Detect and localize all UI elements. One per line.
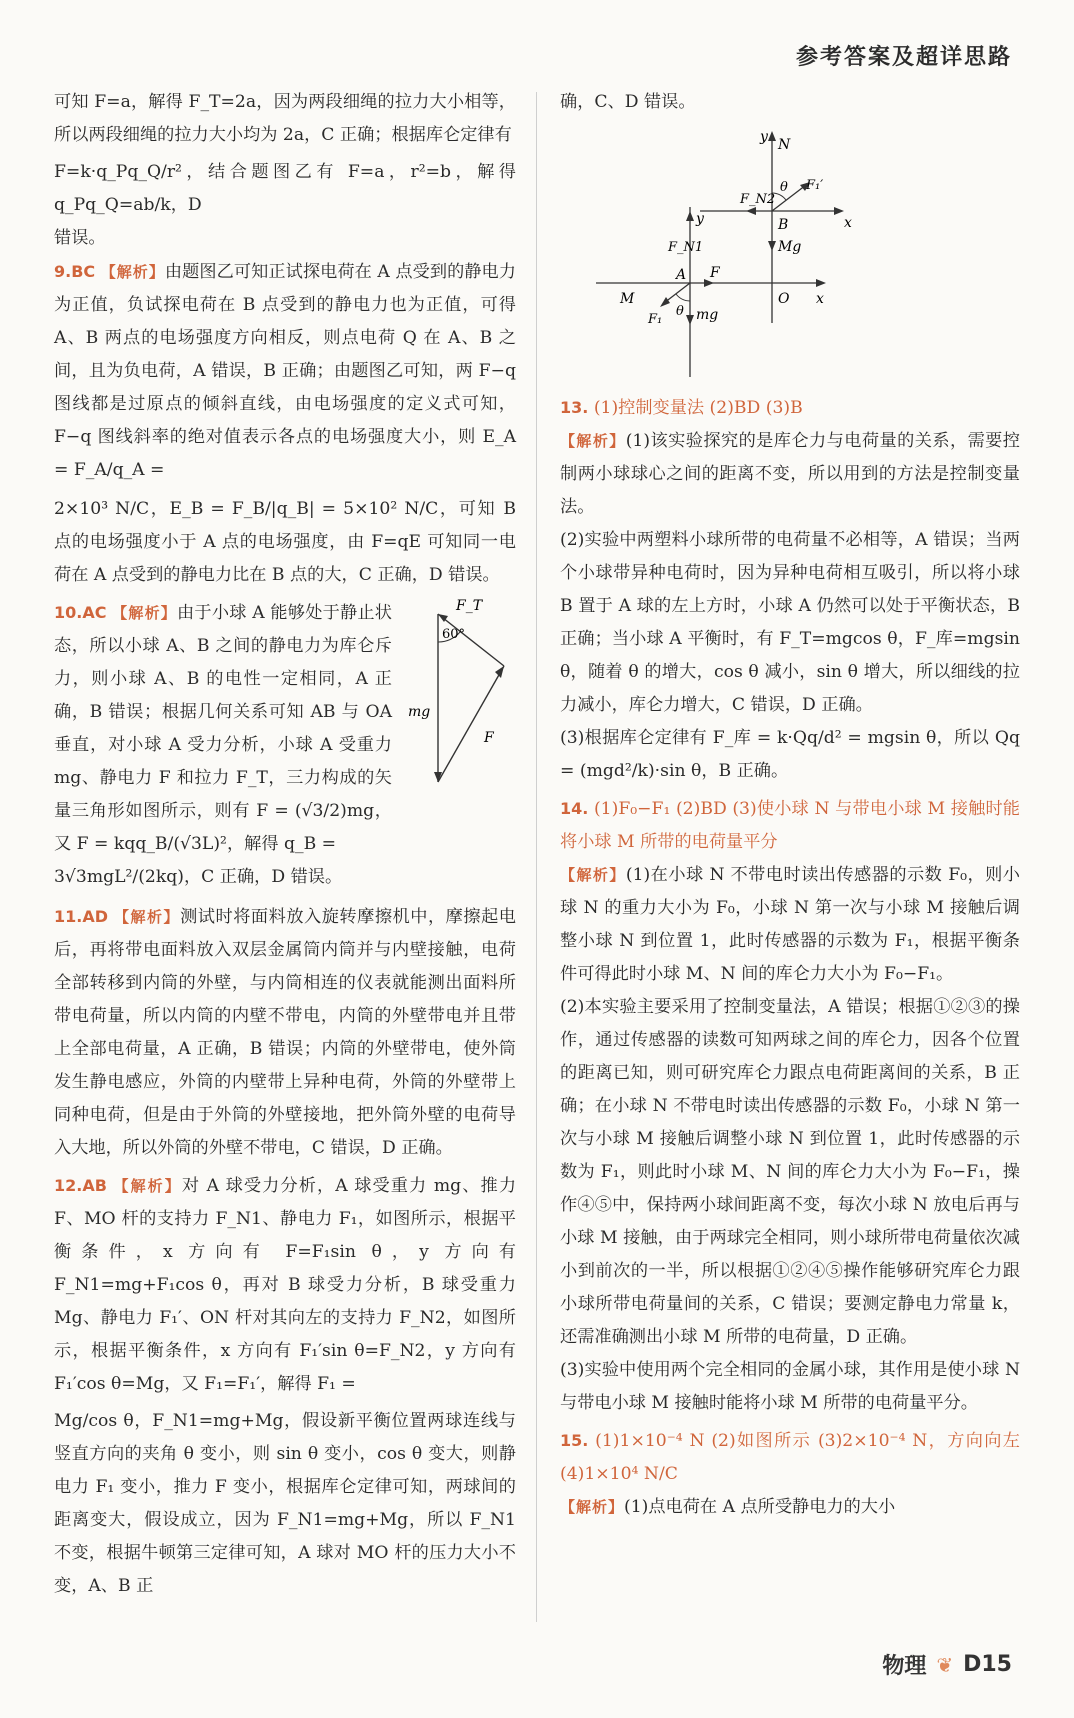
q11-tag: 【解析】: [114, 908, 181, 926]
q15-number: 15.: [560, 1431, 589, 1450]
q15-tag: 【解析】: [560, 1498, 625, 1516]
fig12-label-N: N: [778, 137, 791, 153]
q13-analysis-1: [560, 425, 1020, 524]
q13-tag: 【解析】: [560, 432, 626, 450]
q11-block: [54, 900, 516, 1165]
q9-text-2: 2×10³ N/C，E_B = F_B/|q_B| = 5×10² N/C，可知 B 点的电场强度小于 A 点的电场强度，由 F=qE 可知同一电荷在 A 点受到的静电力比在 B 点的大，C 正确，D 错误。: [54, 499, 516, 585]
q12-continuation: 确，C、D 错误。: [560, 92, 696, 112]
fig10-label-F: F: [484, 730, 494, 746]
footer-page-number: D15: [963, 1652, 1012, 1677]
q10-answer: AC: [82, 603, 107, 622]
q13-number: 13.: [560, 398, 589, 417]
q9-number: 9.: [54, 262, 72, 281]
q9-tag: 【解析】: [100, 263, 165, 281]
q10-number: 10.: [54, 603, 83, 622]
fig12-label-F: F: [710, 265, 720, 281]
fig12-label-F1prime: F₁′: [806, 178, 824, 193]
q13-header: [560, 391, 1020, 425]
q10-text-2: 3√3mgL²/(2kq)，C 正确，D 错误。: [54, 867, 343, 887]
q13-answer: (1)控制变量法 (2)BD (3)B: [593, 398, 803, 418]
q10-tag: 【解析】: [112, 604, 178, 622]
q14-analysis-2: (2)本实验主要采用了控制变量法，A 错误；根据①②③的操作，通过传感器的读数可知两球之间的库仑力，因各个位置的距离已知，则可研究库仑力跟点电荷距离间的关系，B 正确；在小球 N 不带电时读出传感器的示数 F₀，小球 N 第一次与小球 M 接触后调整小球 N 到位置 1，此时传感器的示数为 F₁，则此时小球 M、N 间的库仑力大小为 F₀−F₁，操作④⑤中，保持两小球间距离不变，每次小球 N 放电后再与小球 M 接触，由于两球完全相同，则小球所带电荷量依次减小到前次的一半，所以根据①②④⑤操作能够研究库仑力跟小球所带电荷量间的关系，C 错误；要测定静电力常量 k，还需准确测出小球 M 所带的电荷量，D 正确。: [560, 997, 1020, 1347]
q14-header: [560, 792, 1020, 859]
q15-analysis-1: [560, 1491, 1020, 1524]
q11-answer: AD: [82, 907, 109, 926]
fig12-label-FN1: F_N1: [668, 240, 704, 255]
q12-text-2: Mg/cos θ，F_N1=mg+Mg，假设新平衡位置两球连线与竖直方向的夹角 θ 变小，则 sin θ 变小，cos θ 变大，则静电力 F₁ 变小，推力 F 变小，根据库仑定律可知，两球间的距离变大，假设成立，因为 F_N1=mg+Mg，所以 F_N1 不变，根据牛顿第三定律可知，A 球对 MO 杆的压力大小不变，A、B 正: [54, 1411, 516, 1596]
page-header-title: 参考答案及超详思路: [795, 45, 1012, 70]
fig12-label-Mg: Mg: [778, 239, 802, 255]
q15-header: [560, 1424, 1020, 1491]
q14-text-1: (1)在小球 N 不带电时读出传感器的示数 F₀，则小球 N 的重力大小为 F₀，小球 N 第一次与小球 M 接触后调整小球 N 到位置 1，此时传感器的示数为 F₁，根据平衡条件可得此时小球 M、N 间的库仑力大小为 F₀−F₁。: [560, 865, 1020, 984]
fig12-label-x-A: x: [816, 291, 824, 307]
fig12-F1prime-arrow: [772, 185, 806, 211]
q9-text: 由题图乙可知正试探电荷在 A 点受到的静电力为正值，负试探电荷在 B 点受到的静电力也为正值，可得 A、B 两点的电场强度方向相反，则点电荷 Q 在 A、B 之间，且为负电荷，A 错误，B 正确；由题图乙可知，两 F−q 图线都是过原点的倾斜直线，由电场强度的定义式可知，F−q 图线斜率的绝对值表示各点的电场强度大小，则 E_A = F_A/q_A =: [54, 262, 516, 480]
fig12-label-theta-A: θ: [676, 304, 684, 319]
fig12-label-A: A: [676, 267, 687, 283]
column-divider: [536, 92, 537, 1622]
q12-number: 12.: [54, 1176, 83, 1195]
fig10-label-angle: 60°: [442, 627, 466, 642]
fig12-label-mg: mg: [696, 307, 719, 323]
fig12-label-FN2: F_N2: [740, 192, 776, 207]
q9-answer: BC: [71, 262, 96, 281]
q12-text: 对 A 球受力分析，A 球受重力 mg、推力 F、MO 杆的支持力 F_N1、静电力 F₁，如图所示，根据平衡条件，x 方向有 F=F₁sin θ，y 方向有 F_N1=mg+F₁cos θ，再对 B 球受力分析，B 球受重力 Mg、静电力 F₁′、ON 杆对其向左的支持力 F_N2，如图所示，根据平衡条件，x 方向有 F₁′sin θ=F_N2，y 方向有 F₁′cos θ=Mg，又 F₁=F₁′，解得 F₁ =: [54, 1176, 517, 1394]
footer-subject: 物理: [882, 1654, 927, 1679]
fig12-label-F1: F₁: [648, 312, 663, 327]
q10-force-triangle-figure: [398, 596, 516, 806]
q10-block: [54, 596, 516, 894]
q14-tag: 【解析】: [560, 866, 626, 884]
q12-force-diagram: [560, 127, 1020, 385]
q15-text-1: (1)点电荷在 A 点所受静电力的大小: [624, 1497, 896, 1517]
q9-block: [54, 255, 516, 487]
fig12-label-O: O: [778, 291, 790, 307]
right-column: [560, 86, 1020, 1524]
left-column: [54, 86, 516, 1603]
fig12-label-M: M: [620, 291, 635, 307]
q8-continuation: 可知 F=a，解得 F_T=2a，因为两段细绳的拉力大小相等，所以两段细绳的拉力大小均为 2a，C 正确；根据库仑定律有: [54, 92, 516, 145]
q14-answer: (1)F₀−F₁ (2)BD (3)使小球 N 与带电小球 M 接触时能将小球 M 所带的电荷量平分: [560, 799, 1020, 852]
fig10-label-mg: mg: [408, 704, 431, 720]
fig12-label-y-A: y: [696, 211, 704, 227]
q14-analysis-1: [560, 859, 1020, 991]
fig12-label-x-B: x: [844, 215, 852, 231]
q11-text: 测试时将面料放入旋转摩擦机中，摩擦起电后，再将带电面料放入双层金属筒内筒并与内壁接触，电荷全部转移到内筒的外壁，与内筒相连的仪表就能测出面料所带电荷量，所以内筒的内壁不带电，内筒的外壁带电并且带上全部电荷量，A 正确，B 错误；内筒的外壁带电，使外筒发生静电感应，外筒的内壁带上异种电荷，外筒的外壁带上同种电荷，但是由于外筒的外壁接地，把外筒外壁的电荷导入大地，所以外筒的外壁不带电，C 错误，D 正确。: [54, 907, 516, 1158]
page-footer: [882, 1649, 1012, 1680]
q10-text: 由于小球 A 能够处于静止状态，所以小球 A、B 之间的静电力为库仑斥力，则小球 A、B 的电性一定相同，A 正确，B 错误；根据几何关系可知 AB 与 OA 垂直，对小球 A 受力分析，小球 A 受重力 mg、静电力 F 和拉力 F_T，三力构成的矢量三角形如图所示，则有 F = (√3/2)mg，又 F = kqq_B/(√3L)²，解得 q_B =: [54, 603, 392, 854]
q12-answer: AB: [82, 1176, 107, 1195]
fig10-F-arrow: [438, 666, 504, 782]
q15-answer: (1)1×10⁻⁴ N (2)如图所示 (3)2×10⁻⁴ N，方向向左 (4)1×10⁴ N/C: [560, 1431, 1020, 1484]
q13-text-1: (1)该实验探究的是库仑力与电荷量的关系，需要控制两小球球心之间的距离不变，所以用到的方法是控制变量法。: [560, 431, 1020, 517]
q12-tag: 【解析】: [113, 1177, 182, 1195]
q11-number: 11.: [54, 907, 83, 926]
q14-number: 14.: [560, 799, 589, 818]
fig12-label-theta-B: θ: [780, 180, 788, 195]
q8-end: 错误。: [54, 228, 106, 248]
q13-analysis-2: (2)实验中两塑料小球所带的电荷量不必相等，A 错误；当两个小球带异种电荷时，因为异种电荷相互吸引，所以将小球 B 置于 A 球的左上方时，小球 A 仍然可以处于平衡状态，B 正确；当小球 A 平衡时，有 F_T=mgcos θ，F_库=mgsin θ，随着 θ 的增大，cos θ 减小，sin θ 增大，所以细线的拉力减小，库仑力增大，C 错误，D 正确。: [560, 530, 1020, 715]
fig10-label-FT: F_T: [456, 598, 483, 614]
q12-block: [54, 1169, 516, 1401]
q8-formula-line: F=k·q_Pq_Q/r²，结合题图乙有 F=a，r²=b，解得 q_Pq_Q=ab/k，D: [54, 162, 516, 215]
q13-analysis-3: (3)根据库仑定律有 F_库 = k·Qq/d² = mgsin θ，所以 Qq = (mgd²/k)·sin θ，B 正确。: [560, 728, 1020, 781]
leaf-icon: ❦: [936, 1652, 954, 1677]
q14-analysis-3: (3)实验中使用两个完全相同的金属小球，其作用是使小球 N 与带电小球 M 接触时能将小球 M 所带的电荷量平分。: [560, 1360, 1020, 1413]
fig12-label-B: B: [778, 217, 789, 233]
fig12-label-y-top: y: [760, 129, 768, 145]
